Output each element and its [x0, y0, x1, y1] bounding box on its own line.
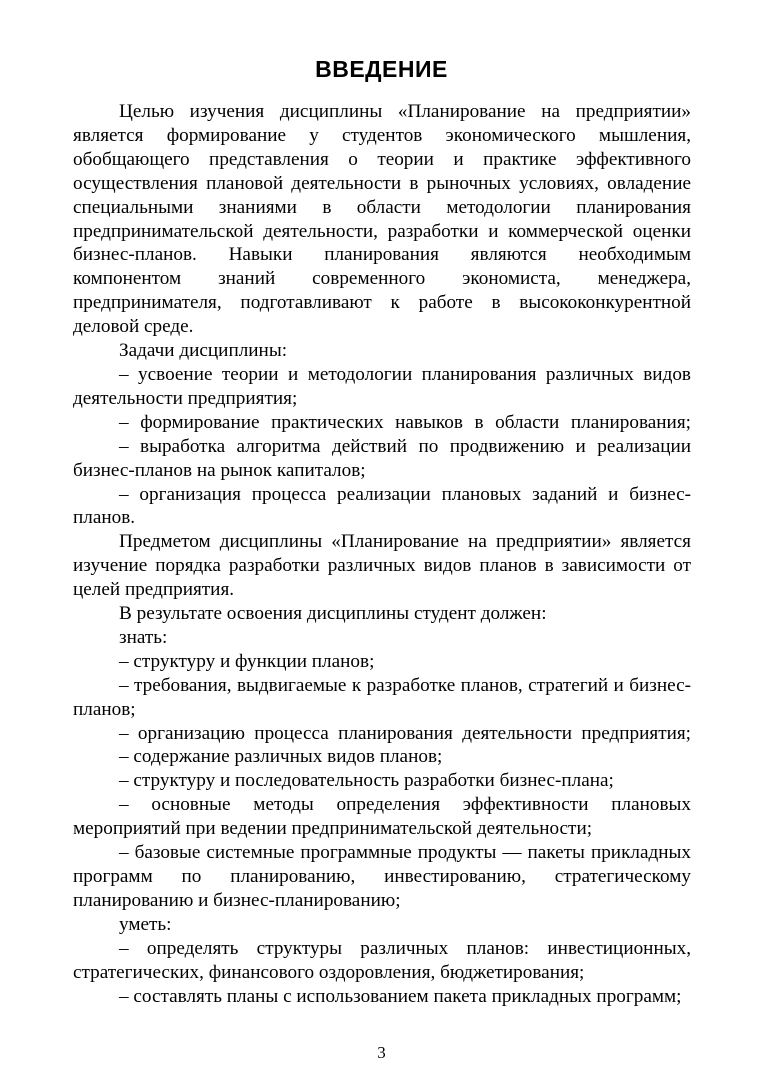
list-item-task: – формирование практических навыков в области планирования; — [119, 411, 691, 433]
list-item-know: – структуру и функции планов; — [119, 650, 375, 672]
page-number: 3 — [377, 1043, 386, 1062]
list-item-task: – организация процесса реализации плановых заданий и бизнес-планов. — [73, 483, 691, 529]
list-item-know: – основные методы определения эффективности плановых мероприятий при ведении предпринимательской деятельности; — [73, 794, 691, 840]
list-item-know: – базовые системные программные продукты — пакеты прикладных программ по планированию, инвестированию, стратегическому планированию и бизнес-планированию; — [73, 842, 691, 911]
body-text — [73, 100, 691, 1008]
list-item-task: – усвоение теории и методологии планирования различных видов деятельности предприятия; — [73, 363, 691, 409]
paragraph-know-heading: знать: — [119, 626, 168, 648]
paragraph-intro: Целью изучения дисциплины «Планирование на предприятии» является формирование у студентов экономического мышления, обобщающего представления о теории и практике эффективного осуществления плановой деятельности в рыночных условиях, овладение специальными знаниями в области методологии планирования предпринимательской деятельности, разработки и коммерческой оценки бизнес-планов. Навыки планирования являются необходимым компонентом знаний современного экономиста, менеджера, предпринимателя, подготавливают к работе в высококонкурентной деловой среде. — [73, 101, 691, 338]
paragraph-skills-heading: уметь: — [119, 913, 172, 935]
paragraph-outcomes: В результате освоения дисциплины студент должен: — [119, 603, 547, 625]
list-item-know: – содержание различных видов планов; — [119, 746, 443, 768]
list-item-task: – выработка алгоритма действий по продвижению и реализации бизнес-планов на рынок капиталов; — [73, 435, 691, 481]
paragraph-tasks-heading: Задачи дисциплины: — [119, 340, 288, 362]
list-item-know: – требования, выдвигаемые к разработке планов, стратегий и бизнес-планов; — [73, 674, 691, 720]
list-item-know: – структуру и последовательность разработки бизнес-плана; — [119, 770, 614, 792]
list-item-know: – организацию процесса планирования деятельности предприятия; — [119, 722, 691, 744]
list-item-skill: – составлять планы с использованием пакета прикладных программ; — [119, 985, 682, 1007]
page-title: ВВЕДЕНИЕ — [315, 56, 448, 82]
paragraph-subject: Предметом дисциплины «Планирование на предприятии» является изучение порядка разработки различных видов планов в зависимости от целей предприятия. — [73, 531, 691, 601]
list-item-skill: – определять структуры различных планов: инвестиционных, стратегических, финансового оздоровления, бюджетирования; — [73, 937, 691, 983]
